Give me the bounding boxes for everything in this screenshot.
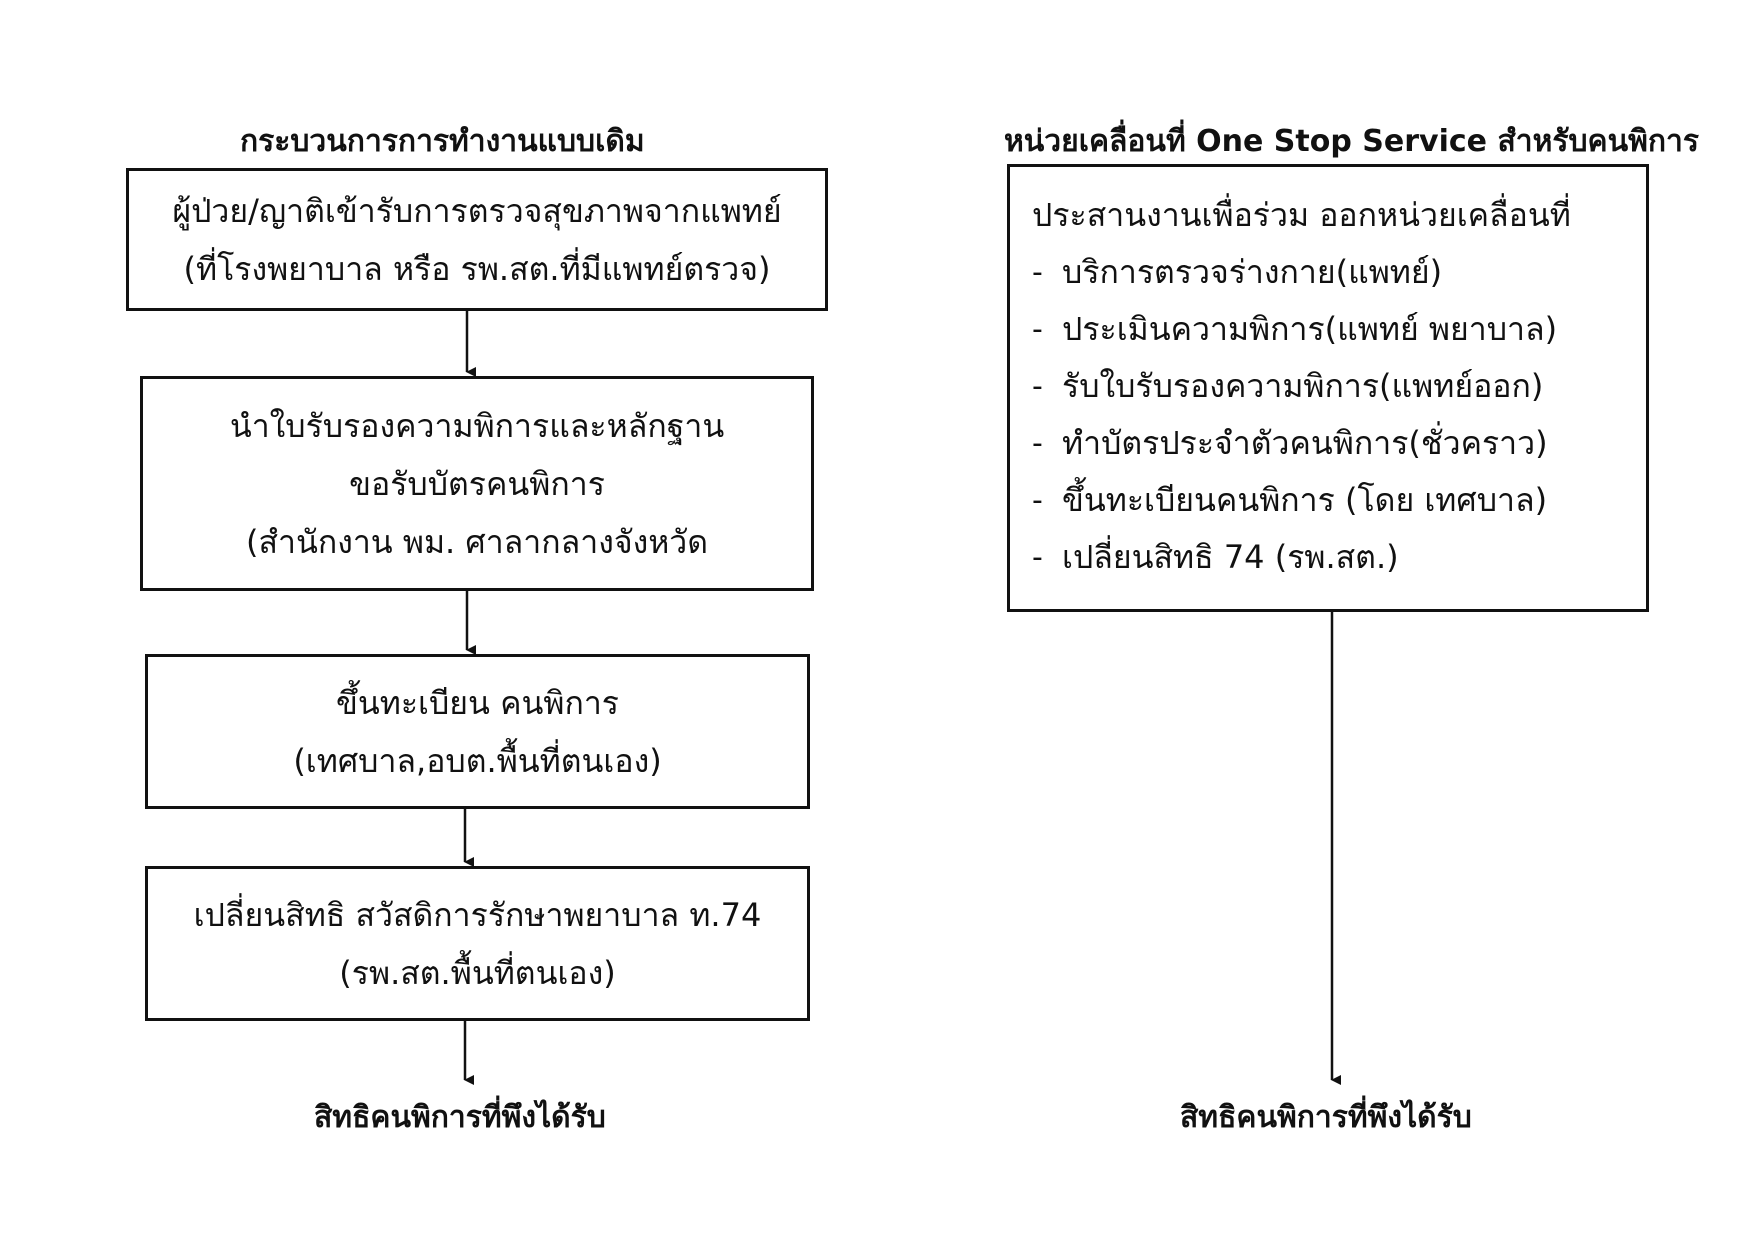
- step-1-line-1: ผู้ป่วย/ญาติเข้ารับการตรวจสุขภาพจากแพทย์: [172, 191, 782, 230]
- bullet-dash: -: [1032, 312, 1043, 347]
- step-2-line-3: (สำนักงาน พม. ศาลากลางจังหวัด: [245, 522, 709, 561]
- service-item-label: เปลี่ยนสิทธิ 74 (รพ.สต.): [1062, 538, 1399, 576]
- bullet-dash: -: [1032, 426, 1043, 461]
- left-result: สิทธิคนพิการที่พึงได้รับ: [314, 1100, 606, 1135]
- bullet-dash: -: [1032, 540, 1043, 575]
- service-item-label: รับใบรับรองความพิการ(แพทย์ออก): [1062, 367, 1544, 405]
- service-item-label: ขึ้นทะเบียนคนพิการ (โดย เทศบาล): [1062, 481, 1548, 519]
- step-3-line-1: ขึ้นทะเบียน คนพิการ: [336, 683, 619, 722]
- step-1-line-2: (ที่โรงพยาบาล หรือ รพ.สต.ที่มีแพทย์ตรวจ): [183, 249, 771, 288]
- step-2-line-2: ขอรับบัตรคนพิการ: [349, 464, 605, 503]
- left-heading: กระบวนการการทำงานแบบเดิม: [240, 124, 645, 159]
- bullet-dash: -: [1032, 369, 1043, 404]
- step-4-line-2: (รพ.สต.พื้นที่ตนเอง): [339, 953, 616, 992]
- bullet-dash: -: [1032, 483, 1043, 518]
- right-heading: หน่วยเคลื่อนที่ One Stop Service สำหรับคนพิการ: [1004, 124, 1700, 159]
- right-result: สิทธิคนพิการที่พึงได้รับ: [1180, 1100, 1472, 1135]
- service-item-label: บริการตรวจร่างกาย(แพทย์): [1062, 253, 1443, 291]
- service-item-label: ทำบัตรประจำตัวคนพิการ(ชั่วคราว): [1062, 424, 1548, 462]
- one-stop-intro: ประสานงานเพื่อร่วม ออกหน่วยเคลื่อนที่: [1032, 196, 1571, 234]
- service-item-label: ประเมินความพิการ(แพทย์ พยาบาล): [1062, 310, 1558, 348]
- step-3-line-2: (เทศบาล,อบต.พื้นที่ตนเอง): [293, 741, 662, 780]
- step-4-line-1: เปลี่ยนสิทธิ สวัสดิการรักษาพยาบาล ท.74: [193, 895, 762, 934]
- step-2-line-1: นำใบรับรองความพิการและหลักฐาน: [229, 406, 725, 445]
- bullet-dash: -: [1032, 255, 1043, 290]
